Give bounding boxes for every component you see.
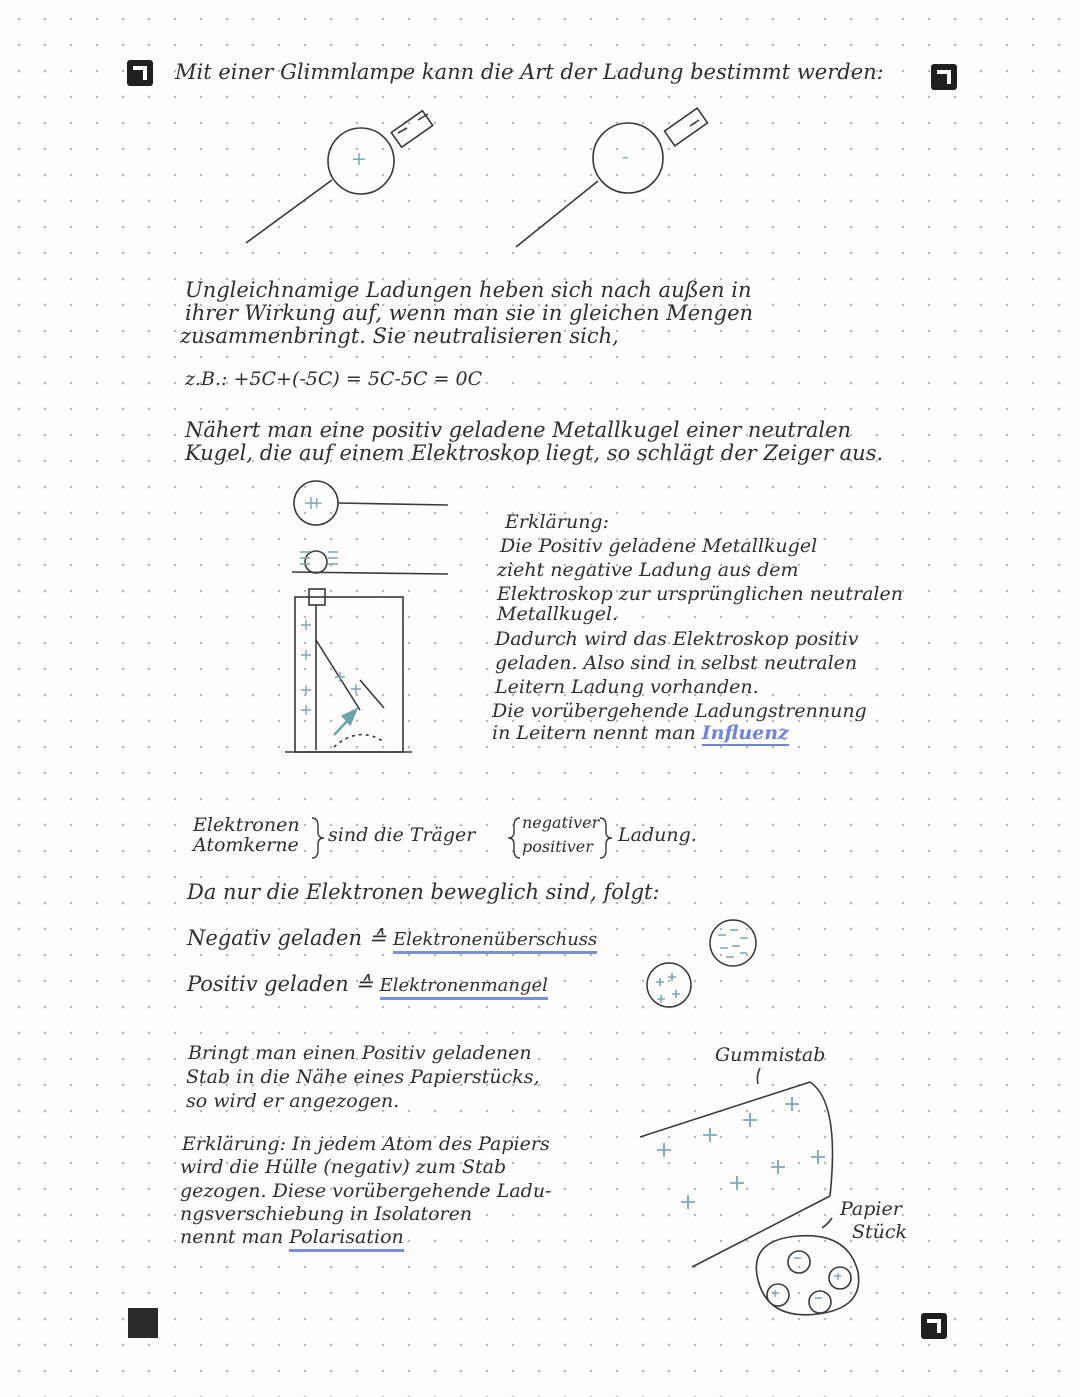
electroscope-charges	[300, 497, 361, 715]
ungleich-line1: Ungleichnamige Ladungen heben sich nach außen in	[185, 278, 752, 302]
electroscope-top-ball	[305, 551, 327, 573]
elektronen-label: Elektronen	[193, 814, 300, 836]
erklaerung-title: Erklärung:	[505, 511, 609, 533]
erklaerung-line1: Die Positiv geladene Metallkugel	[500, 535, 818, 557]
positiv-equiv: ≙	[355, 972, 373, 996]
electroscope-pointer	[316, 640, 360, 710]
erklaerung-line4: Metallkugel.	[497, 603, 619, 625]
paper-piece	[756, 1218, 858, 1315]
atomkerne-label: Atomkerne	[193, 834, 299, 856]
negativ-equiv: ≙	[368, 926, 387, 950]
folgt-line: Da nur die Elektronen beweglich sind, folgt:	[187, 880, 660, 904]
ungleich-line2: ihrer Wirkung auf, wenn man sie in gleichen Mengen	[185, 301, 754, 325]
gummistab-label: Gummistab	[715, 1044, 826, 1066]
elektroskop-line2: Kugel, die auf einem Elektroskop liegt, so schlägt der Zeiger aus.	[185, 441, 884, 465]
ladung-label: Ladung.	[618, 824, 697, 846]
rubber-rod	[640, 1068, 833, 1267]
influenz-term: Influenz	[701, 722, 789, 744]
negativer-label: negativer	[522, 813, 600, 832]
erklaerung-line3: Elektroskop zur ursprünglichen neutralen	[497, 583, 903, 605]
polarisation-exp4: ngsverschiebung in Isolatoren	[180, 1203, 473, 1225]
elektronenmangel: Elektronenmangel	[380, 975, 548, 1000]
ball-sign: +	[310, 493, 324, 512]
polarisation-line1: Bringt man einen Positiv geladenen	[188, 1042, 532, 1064]
polarisation-exp2: wird die Hülle (negativ) zum Stab	[180, 1156, 507, 1178]
electroscope-box	[295, 597, 403, 752]
atom-overschuss	[710, 920, 756, 966]
glow-lamp-right	[664, 108, 707, 146]
polarisation-term: Polarisation	[289, 1226, 403, 1252]
polarisation-exp5	[180, 1226, 404, 1249]
ungleich-example: z.B.: +5C+(-5C) = 5C-5C = 0C	[185, 368, 483, 390]
atom-overschuss-charges	[718, 930, 748, 957]
elektronenueberschuss: Elektronenüberschuss	[393, 929, 597, 954]
positiv-label: Positiv geladen	[187, 972, 349, 996]
rod-left	[246, 180, 332, 243]
negativ-row	[187, 926, 597, 952]
atom-mangel-charges	[656, 973, 680, 1003]
ungleich-line3: zusammenbringt. Sie neutralisieren sich,	[180, 324, 619, 348]
stueck-label: Stück	[852, 1221, 908, 1243]
minus-sign: -	[622, 146, 629, 168]
glow-lamp-left	[391, 111, 432, 148]
negativ-label: Negativ geladen	[187, 926, 362, 950]
polarisation-exp3: gezogen. Diese vorübergehende Ladu-	[180, 1180, 552, 1202]
glimmlampe-intro: Mit einer Glimmlampe kann die Art der Ladung bestimmt werden:	[175, 60, 884, 84]
erklaerung-line8: Die vorübergehende Ladungstrennung	[492, 700, 867, 722]
erklaerung-line7: Leitern Ladung vorhanden.	[495, 676, 759, 698]
erklaerung-line9-text: in Leitern nennt man	[492, 722, 696, 744]
rod-charges	[657, 1097, 825, 1209]
erklaerung-line2: zieht negative Ladung aus dem	[497, 559, 799, 581]
rod-right	[516, 181, 598, 247]
polarisation-exp5-text: nennt man	[180, 1226, 284, 1248]
plus-sign: +	[351, 148, 367, 170]
positiver-label: positiver	[522, 837, 593, 856]
traeger-text: sind die Träger	[328, 824, 476, 846]
deflection-arrow	[334, 710, 356, 735]
elektroskop-line1: Nähert man eine positiv geladene Metallkugel einer neutralen	[185, 418, 852, 442]
erklaerung-line9	[492, 722, 789, 745]
polarisation-line3: so wird er angezogen.	[186, 1090, 400, 1112]
erklaerung-line5: Dadurch wird das Elektroskop positiv	[495, 628, 859, 650]
polarisation-exp1: Erklärung: In jedem Atom des Papiers	[182, 1133, 550, 1155]
polarisation-line2: Stab in die Nähe eines Papierstücks,	[186, 1066, 540, 1088]
atom-mangel	[647, 963, 691, 1007]
paper-charges	[772, 1258, 841, 1298]
erklaerung-line6: geladen. Also sind in selbst neutralen	[495, 652, 858, 674]
ball-rod	[338, 503, 448, 505]
papier-label: Papier	[840, 1198, 902, 1220]
positiv-row	[187, 972, 548, 998]
